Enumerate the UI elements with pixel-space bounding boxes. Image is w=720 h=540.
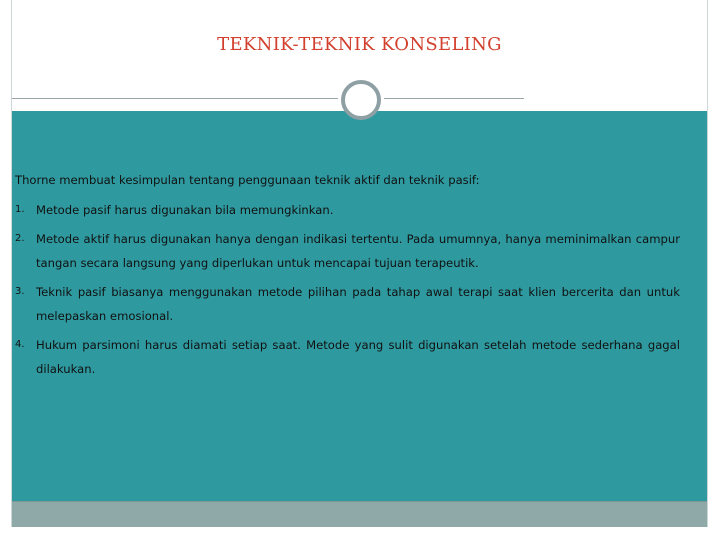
list-item-text: Metode aktif harus digunakan hanya dengan indikasi tertentu. Pada umumnya, hanya meminimalkan campur tangan secara langsung yang diperlukan untuk mencapai tujuan terapeutik. (36, 232, 680, 270)
slide-body (15, 168, 680, 386)
circle-ring-icon (341, 80, 381, 120)
footer-bar (12, 501, 707, 527)
list-item (15, 198, 680, 222)
list-item-text: Teknik pasif biasanya menggunakan metode pilihan pada tahap awal terapi saat klien bercerita dan untuk melepaskan emosional. (36, 285, 680, 323)
list-item (15, 333, 680, 381)
list-item-number: 1. (15, 204, 25, 215)
list-item-number: 3. (15, 286, 25, 297)
intro-text: Thorne membuat kesimpulan tentang penggunaan teknik aktif dan teknik pasif: (15, 173, 480, 187)
list-item (15, 227, 680, 275)
divider-line-right (384, 98, 524, 99)
list-item-text: Hukum parsimoni harus diamati setiap saat. Metode yang sulit digunakan setelah metode sederhana gagal dilakukan. (36, 338, 680, 376)
divider-line-left (12, 98, 338, 99)
list-item-text: Metode pasif harus digunakan bila memungkinkan. (36, 203, 334, 217)
list-item (15, 280, 680, 328)
list-item-number: 4. (15, 339, 25, 350)
slide-title: TEKNIK-TEKNIK KONSELING (217, 34, 502, 55)
list-item-number: 2. (15, 233, 25, 244)
